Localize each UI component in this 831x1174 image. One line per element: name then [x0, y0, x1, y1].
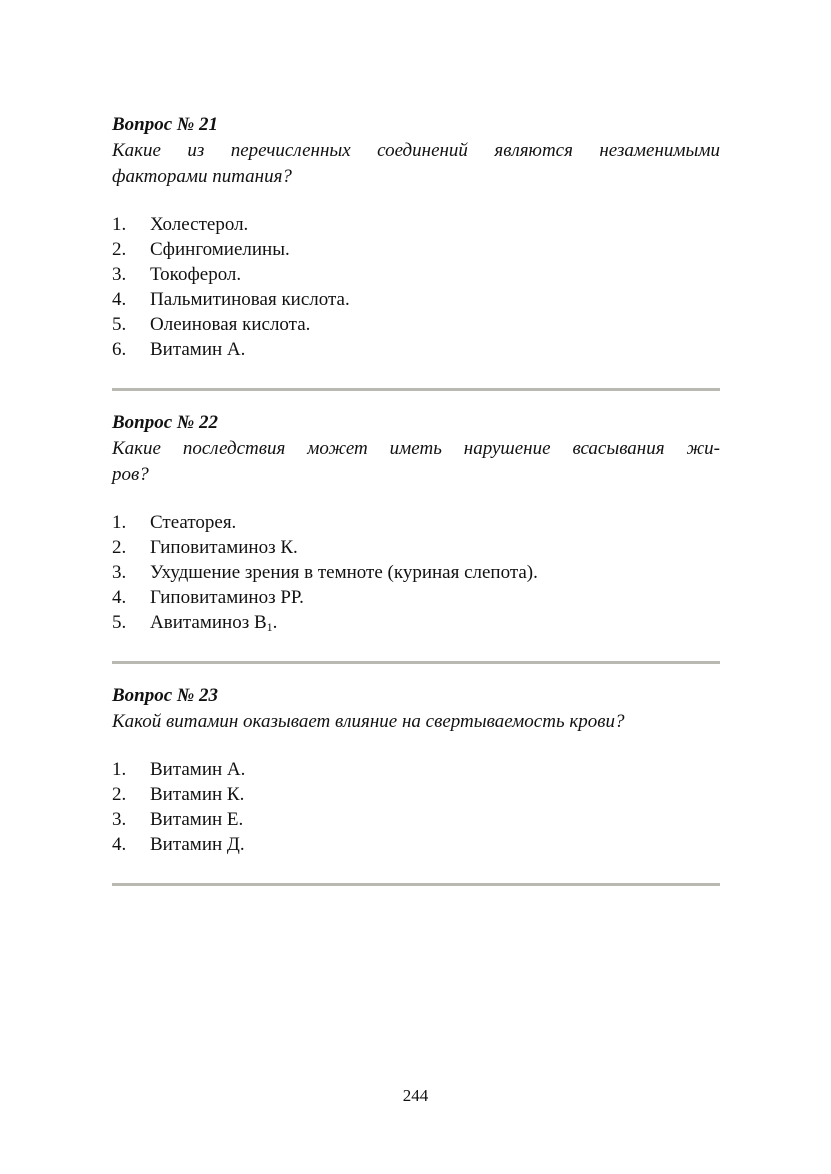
- answer-number: 3.: [112, 809, 127, 830]
- question-21: [112, 112, 720, 362]
- question-text-line: факторами питания?: [112, 166, 292, 187]
- answer-text: Витамин Е.: [150, 809, 244, 830]
- answer-text: Ухудшение зрения в темноте (куриная слепота).: [150, 562, 538, 583]
- answer-number: 1.: [112, 512, 127, 533]
- question-text-line: ров?: [112, 464, 149, 485]
- answer-item: [112, 807, 720, 832]
- question-text-line: Какие последствия может иметь нарушение всасывания жи-: [112, 438, 720, 459]
- answer-number: 4.: [112, 587, 127, 608]
- answer-text-main: Авитаминоз В: [150, 612, 267, 633]
- question-text-line: Какие из перечисленных соединений являются незаменимыми: [112, 140, 720, 161]
- answer-item: [112, 585, 720, 610]
- answer-text: Токоферол.: [150, 264, 242, 285]
- answer-number: 6.: [112, 339, 127, 360]
- answer-item: [112, 287, 720, 312]
- answer-item: [112, 237, 720, 262]
- answer-list: [112, 757, 720, 857]
- section-divider: [112, 883, 720, 886]
- answer-text: Гиповитаминоз К.: [150, 537, 298, 558]
- answer-number: 4.: [112, 834, 127, 855]
- section-divider: [112, 388, 720, 391]
- answer-text: Пальмитиновая кислота.: [150, 289, 350, 310]
- answer-item: [112, 560, 720, 585]
- answer-text: Сфингомиелины.: [150, 239, 290, 260]
- question-22: [112, 410, 720, 635]
- section-divider: [112, 661, 720, 664]
- question-text: [112, 138, 720, 190]
- answer-text: Стеаторея.: [150, 512, 237, 533]
- question-text-line: Какой витамин оказывает влияние на свертываемость крови?: [112, 711, 625, 732]
- answer-number: 1.: [112, 759, 127, 780]
- answer-list: [112, 212, 720, 362]
- answer-number: 2.: [112, 239, 127, 260]
- subscript: 1: [266, 620, 273, 634]
- answer-number: 3.: [112, 562, 127, 583]
- answer-number: 1.: [112, 214, 127, 235]
- answer-item: [112, 312, 720, 337]
- question-text: [112, 709, 720, 735]
- answer-number: 3.: [112, 264, 127, 285]
- answer-number: 4.: [112, 289, 127, 310]
- answer-item: [112, 757, 720, 782]
- answer-item: [112, 782, 720, 807]
- answer-text: Витамин А.: [150, 339, 246, 360]
- answer-text: Витамин Д.: [150, 834, 245, 855]
- answer-item: [112, 832, 720, 857]
- answer-item: [112, 610, 720, 635]
- answer-item: [112, 212, 720, 237]
- answer-number: 5.: [112, 314, 127, 335]
- question-title: Вопрос № 23: [112, 685, 219, 706]
- answer-item: [112, 262, 720, 287]
- answer-text: Олеиновая кислота.: [150, 314, 311, 335]
- answer-item: [112, 510, 720, 535]
- answer-list: [112, 510, 720, 635]
- answer-number: 2.: [112, 537, 127, 558]
- page-content: [112, 112, 720, 886]
- answer-item: [112, 535, 720, 560]
- answer-text: [150, 610, 277, 635]
- page-number: 244: [402, 1086, 429, 1105]
- answer-text: Холестерол.: [150, 214, 249, 235]
- answer-item: [112, 337, 720, 362]
- answer-text: Гиповитаминоз РР.: [150, 587, 304, 608]
- question-text: [112, 436, 720, 488]
- question-title: Вопрос № 21: [112, 114, 219, 135]
- answer-text-suffix: .: [272, 612, 278, 633]
- answer-text: Витамин К.: [150, 784, 245, 805]
- question-title: Вопрос № 22: [112, 412, 219, 433]
- answer-text: Витамин А.: [150, 759, 246, 780]
- answer-number: 5.: [112, 612, 127, 633]
- answer-number: 2.: [112, 784, 127, 805]
- question-23: [112, 683, 720, 857]
